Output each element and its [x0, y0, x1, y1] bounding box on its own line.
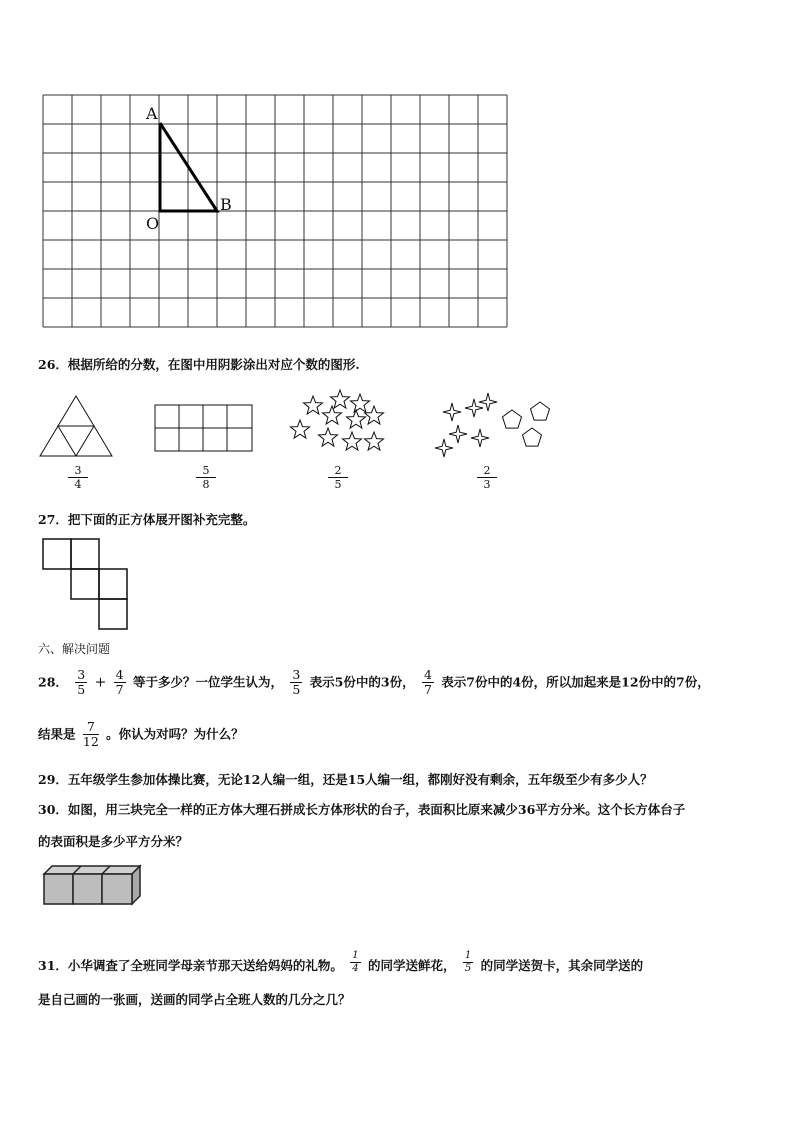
grid-figure	[42, 94, 512, 330]
sparkle-icon	[435, 439, 453, 457]
fraction-2-3: $\frac{2}{3}$	[477, 464, 497, 491]
star-icon	[343, 432, 362, 450]
star-icon	[304, 396, 323, 414]
section-6-title: 六、解决问题	[38, 642, 111, 656]
pentagon-icon	[531, 402, 550, 420]
three-cubes-figure	[42, 864, 146, 908]
question-31-line1: 31．小华调查了全班同学母亲节那天送给妈妈的礼物。 $\frac{1}{4}$ 的同学送鲜花， $\frac{1}{5}$ 的同学送贺卡，其余同学送的	[38, 950, 644, 974]
question-28-line1: 28． $\frac{3}{5}$ + $\frac{4}{7}$ 等于多少？一位学生认为， $\frac{3}{5}$ 表示5份中的3份， $\frac{4}{7}$ 表示7份中的4份，所以加起来是12份中的7份，	[38, 667, 710, 698]
fraction-1-4: $\frac{1}{4}$	[352, 950, 359, 974]
star-icon	[291, 420, 310, 438]
point-o-label: O	[146, 214, 160, 233]
pentagon-icon	[503, 410, 522, 428]
triangle-quarters-figure	[38, 394, 118, 458]
fraction-5-8: $\frac{5}{8}$	[196, 464, 216, 491]
question-26-text: 26．根据所给的分数，在图中用阴影涂出对应个数的图形.	[38, 357, 360, 372]
point-b-label: B	[220, 195, 232, 214]
star-icon	[347, 410, 366, 428]
star-icon	[365, 406, 384, 424]
star-icon	[319, 428, 338, 446]
sparkles-pentagons-figure	[432, 390, 562, 470]
fraction-7-12: $\frac{7}{12}$	[82, 719, 99, 750]
star-icon	[323, 406, 342, 424]
sparkle-icon	[449, 425, 467, 443]
rectangle-eighths-figure	[154, 404, 254, 454]
star-icon	[331, 390, 350, 408]
star-icon	[365, 432, 384, 450]
question-31-line2: 是自己画的一张画，送画的同学占全班人数的几分之几？	[38, 992, 351, 1007]
fraction-3-4: $\frac{3}{4}$	[68, 464, 88, 491]
stars-group-figure	[288, 386, 388, 466]
question-27-text: 27．把下面的正方体展开图补充完整。	[38, 512, 256, 527]
fraction-1-5: $\frac{1}{5}$	[464, 950, 472, 974]
question-30-line1: 30．如图，用三块完全一样的正方体大理石拼成长方体形状的台子，表面积比原来减少36平方分米。这个长方体台子	[38, 802, 686, 817]
pentagon-icon	[523, 428, 542, 446]
question-29-text: 29．五年级学生参加体操比赛，无论12人编一组，还是15人编一组，都刚好没有剩余，五年级至少有多少人？	[38, 772, 653, 787]
question-28-line2: 结果是 $\frac{7}{12}$ 。你认为对吗？为什么？	[38, 719, 244, 750]
fraction-2-5: $\frac{2}{5}$	[328, 464, 348, 491]
fraction-3-5-b: $\frac{3}{5}$	[292, 667, 301, 698]
cube-net-figure	[42, 538, 142, 634]
sparkle-icon	[471, 429, 489, 447]
fraction-4-7: $\frac{4}{7}$	[115, 667, 124, 698]
fraction-3-5: $\frac{3}{5}$	[77, 667, 86, 698]
fraction-4-7-b: $\frac{4}{7}$	[423, 667, 432, 698]
sparkle-icon	[443, 403, 461, 421]
point-a-label: A	[146, 104, 158, 123]
question-30-line2: 的表面积是多少平方分米？	[38, 834, 189, 849]
star-icon	[351, 394, 370, 412]
